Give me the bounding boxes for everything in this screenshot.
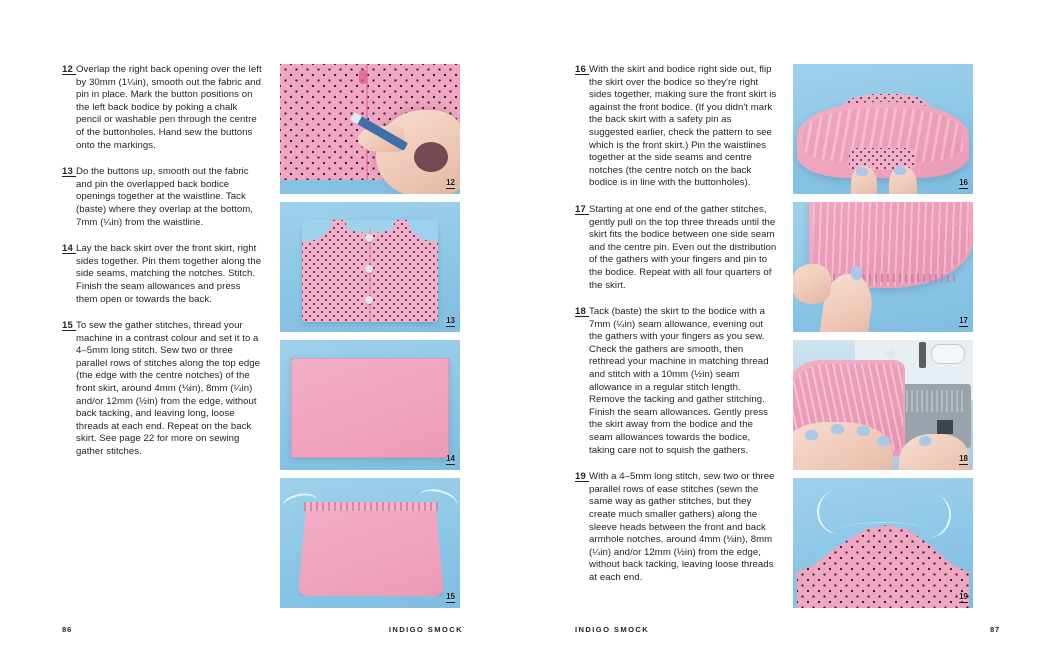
start-stop-button (931, 344, 965, 364)
hand-left (793, 264, 831, 304)
overlock-edge (291, 358, 449, 458)
step-item (575, 471, 777, 584)
step-item (62, 243, 264, 306)
step-number: 14 (62, 243, 76, 254)
step-number: 18 (575, 306, 589, 317)
photo-badge: 16 (959, 178, 968, 187)
folio-number: 86 (62, 625, 73, 634)
folio-number: 87 (989, 625, 1000, 634)
button (365, 296, 373, 304)
nail (919, 436, 931, 446)
step-number: 15 (62, 320, 76, 331)
nail (894, 166, 906, 175)
thumb-shadow (414, 142, 448, 172)
step-text: Lay the back skirt over the front skirt, right sides together. Pin them together along the side seams, matching the notches. Stitch. Finish the seam allowances and press them open or towards the back. (76, 243, 262, 305)
bobbin-cover (937, 420, 953, 434)
step-number: 17 (575, 204, 589, 215)
left-page-steps (62, 64, 264, 608)
step-item (575, 204, 777, 292)
right-page-footer (525, 625, 1050, 637)
photo-badge: 19 (959, 592, 968, 601)
nail (857, 426, 870, 436)
photo-badge: 15 (446, 592, 455, 601)
nail (877, 436, 890, 446)
nail (831, 424, 844, 434)
photo-step-14 (280, 340, 460, 470)
step-text: Overlap the right back opening over the left by 30mm (1¼in), smooth out the fabric and pin in place. Mark the button positions on the left back bodice by poking a chalk pencil or washable pen through the centre of the buttonholes. Hand sew the buttons onto the markings. (76, 64, 262, 151)
photo-step-18 (793, 340, 973, 470)
step-number: 12 (62, 64, 76, 75)
step-item (62, 64, 264, 152)
button (365, 234, 373, 242)
photo-badge: 18 (959, 454, 968, 463)
centre-back-line (369, 228, 371, 322)
right-page (525, 0, 1050, 661)
chalk-mark (359, 70, 367, 84)
photo-step-13 (280, 202, 460, 332)
photo-step-16 (793, 64, 973, 194)
feed-dog-area (901, 390, 963, 412)
photo-step-12 (280, 64, 460, 194)
nail (856, 167, 868, 176)
nail (805, 430, 818, 440)
step-text: To sew the gather stitches, thread your machine in a contrast colour and set it to a 4–5mm long stitch. Sew two or three parallel rows of stitches along the top edge (the edge with the centre notches) of the front skirt, around 4mm (⅛in), 8mm (¼in) and/or 12mm (½in) from the edge, without back tacking, and leaving long, loose threads at each end. Repeat on the back skirt. See page 22 for more on sewing gather stitches. (76, 320, 261, 458)
step-text: With the skirt and bodice right side out, flip the skirt over the bodice so they're right sides together, making sure the front skirt is against the front bodice. (If you didn't mark the back skirt with a safety pin as suggested earlier, check the pattern to see which is the front skirt.) Pin the waistlines together at the side seams and centre notches (the centre notch on the back bodice is in line with the buttonholes). (589, 64, 777, 189)
nail (851, 266, 862, 280)
left-page-footer (0, 625, 525, 637)
photo-badge: 13 (446, 316, 455, 325)
needle-bar (919, 342, 926, 368)
right-page-photos (793, 64, 973, 608)
step-number: 16 (575, 64, 589, 75)
step-text: Tack (baste) the skirt to the bodice with a 7mm (¼in) seam allowance, evening out the gathers with your fingers as you sew. Check the gathers are smooth, then rethread your machine in matching thread and stitch with a 10mm (½in) seam allowance in a regular stitch length. Remove the tacking and gather stitching. Finish the seam allowances. Gently press the skirt away from the bodice and the seam allowances towards the bodice, taking care not to squish the gathers. (589, 306, 769, 456)
step-item (575, 306, 777, 457)
left-page-photos (280, 64, 460, 608)
photo-step-15 (280, 478, 460, 608)
step-number: 13 (62, 166, 76, 177)
step-text: Starting at one end of the gather stitches, gently pull on the top three threads until the skirt fits the bodice between one side seam and the centre pin. Even out the distribution of the gathers with your fingers and pin to the bodice. Repeat with all four quarters of the skirt. (589, 203, 777, 291)
running-head: INDIGO SMOCK (575, 625, 650, 634)
button (365, 265, 373, 273)
step-item (62, 166, 264, 229)
step-item (62, 320, 264, 459)
step-number: 19 (575, 471, 589, 482)
photo-step-19 (793, 478, 973, 608)
step-text: With a 4–5mm long stitch, sew two or three parallel rows of ease stitches (sewn the same way as gather stitches, but they create much smaller gathers) along the sleeve heads between the front and back armhole notches, around 4mm (⅛in), 8mm (¼in) and/or 12mm (½in) from the edge, without back tacking, leaving loose threads at each end. (589, 471, 775, 583)
skirt (298, 502, 444, 596)
step-text: Do the buttons up, smooth out the fabric and pin the overlapped back bodice openings together at the waistline. Tack (baste) where they overlap at the bottom, 7mm (¼in) from the waistline. (76, 166, 253, 228)
photo-badge: 17 (959, 316, 968, 325)
running-head: INDIGO SMOCK (388, 625, 463, 634)
photo-step-17 (793, 202, 973, 332)
photo-badge: 14 (446, 454, 455, 463)
right-page-steps (575, 64, 777, 608)
step-item (575, 64, 777, 190)
photo-badge: 12 (446, 178, 455, 187)
